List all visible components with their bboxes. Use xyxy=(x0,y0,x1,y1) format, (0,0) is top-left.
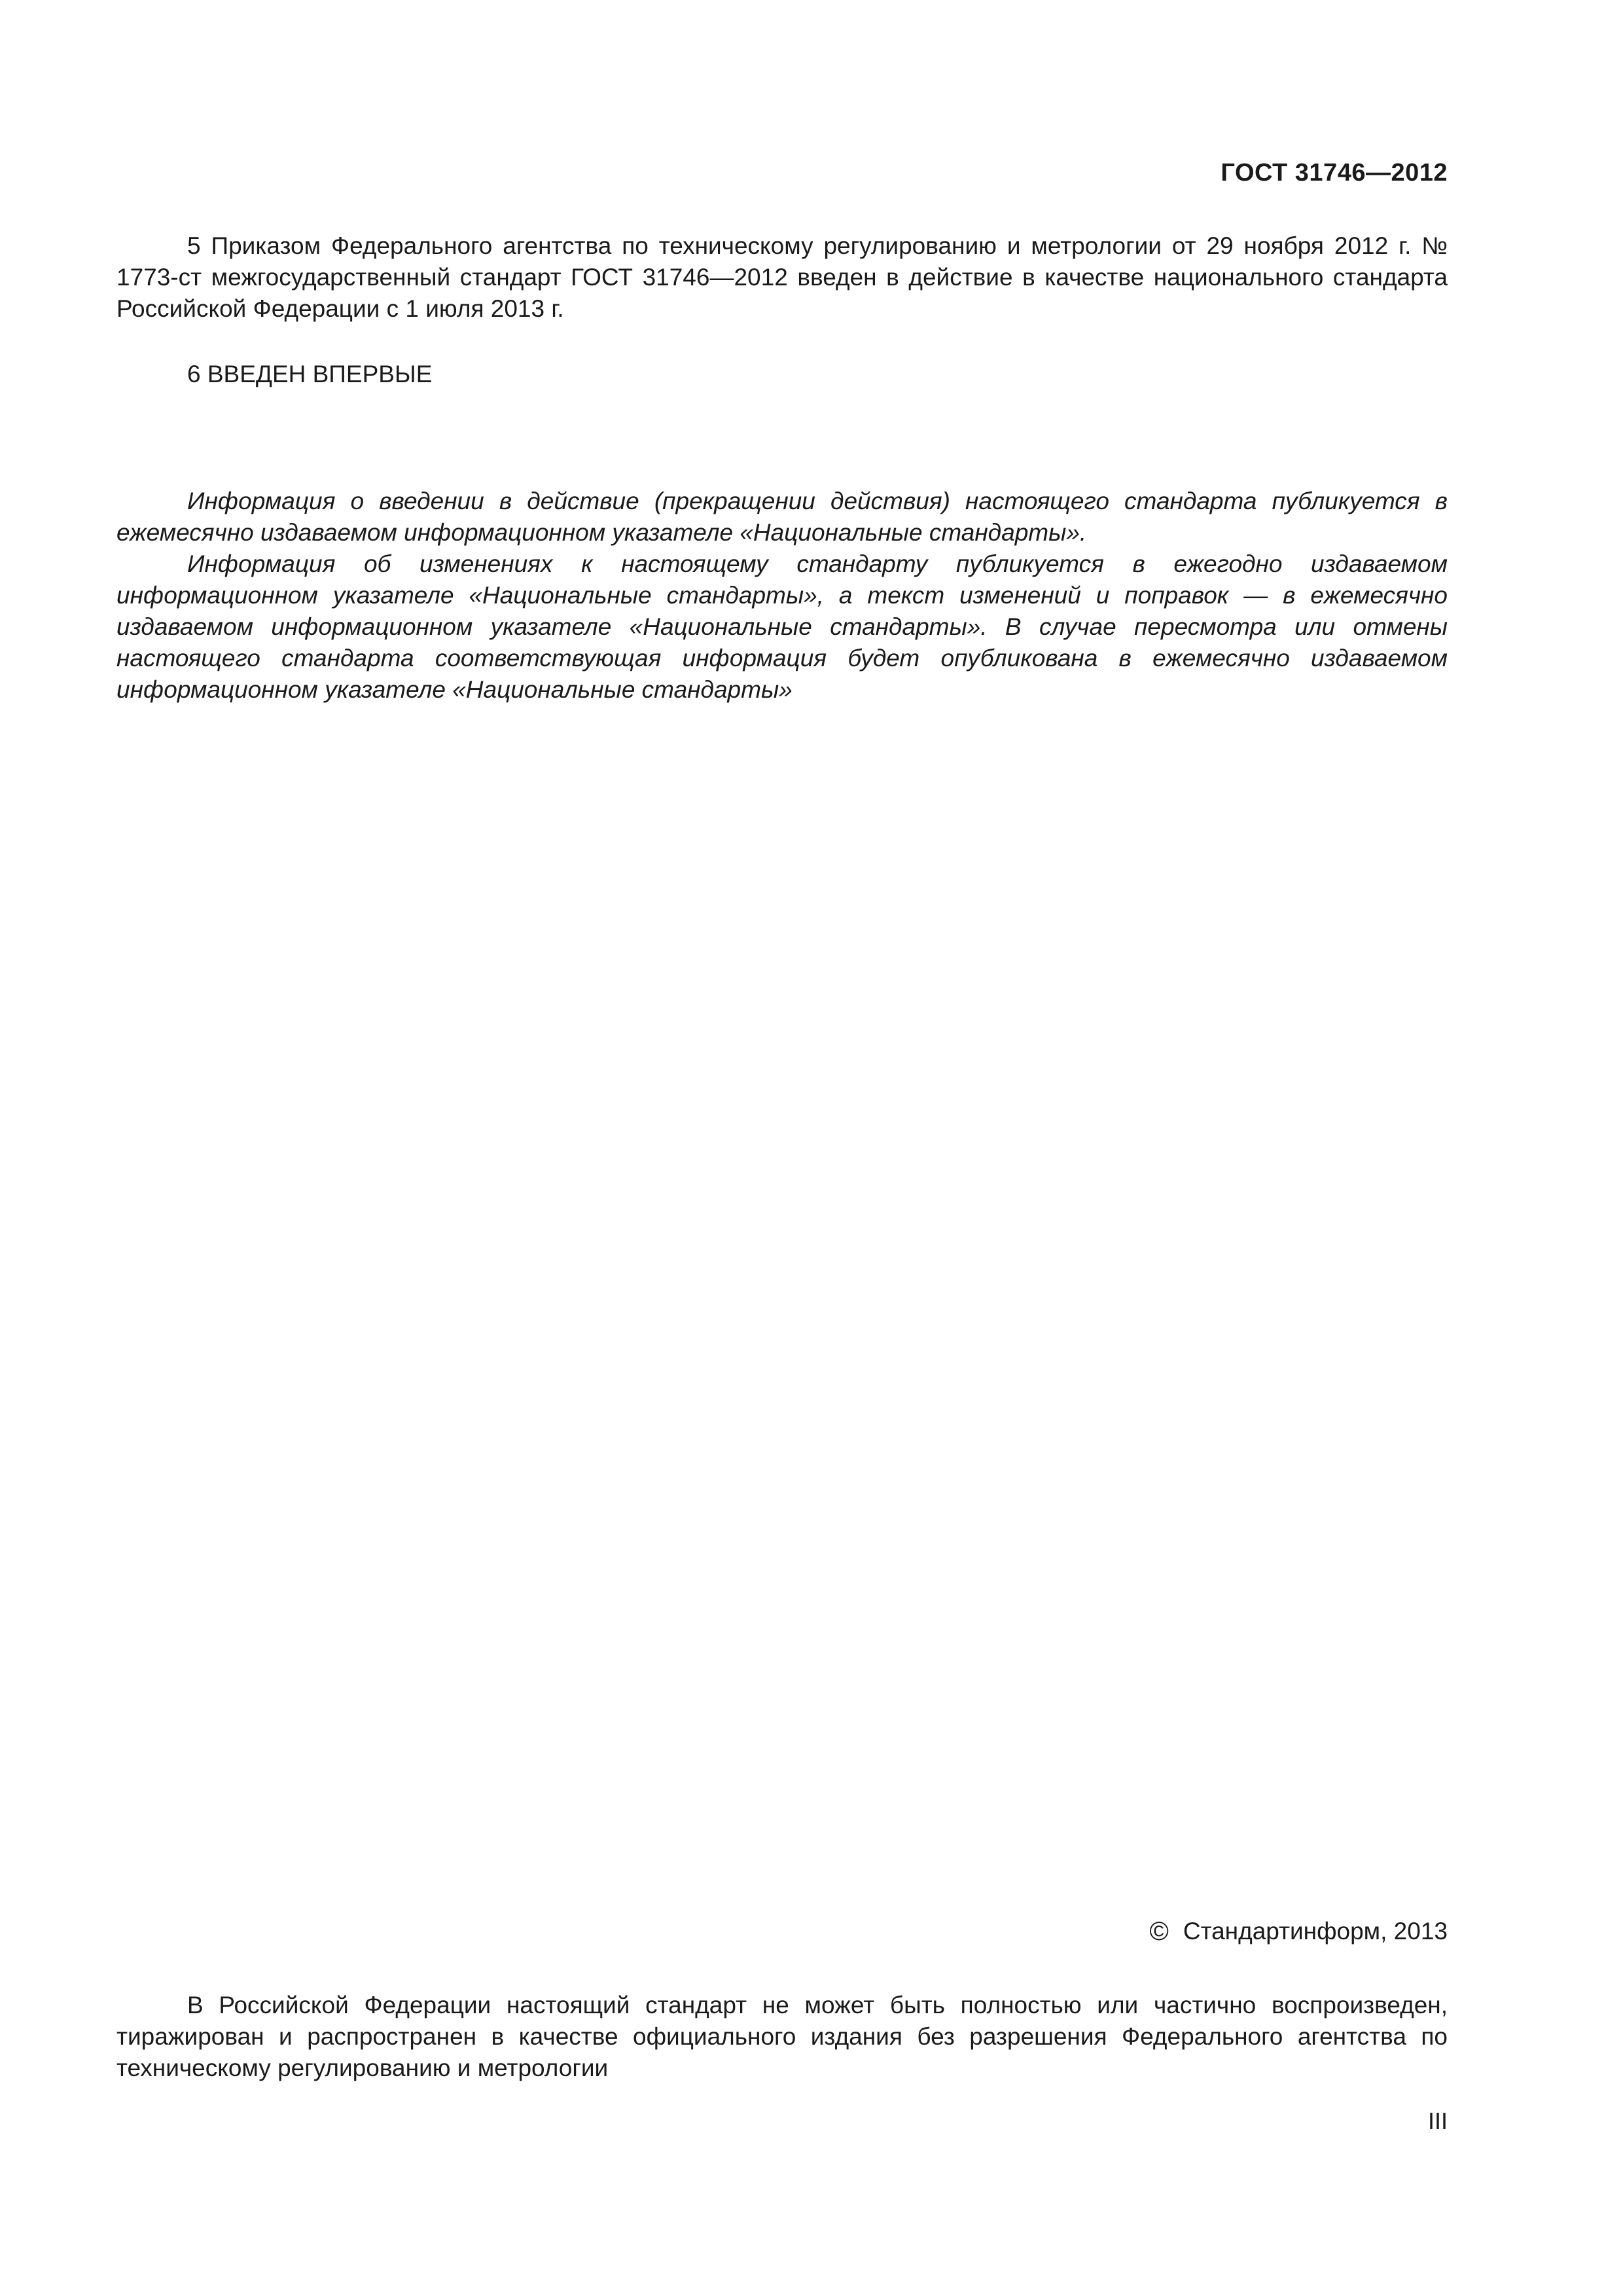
item-5-paragraph xyxy=(116,230,1448,325)
info-paragraph-1: Информация о введении в действие (прекращении действия) настоящего стандарта публикуется в ежемесячно издаваемом информационном указателе «Национальные стандарты». xyxy=(116,488,1448,546)
item-6-paragraph xyxy=(116,359,1448,390)
rights-notice-text: В Российской Федерации настоящий стандарт не может быть полностью или частично воспроизведен, тиражирован и распространен в качестве официального издания без разрешения Федерального агентства по техническому регулированию и метрологии xyxy=(116,1992,1448,2081)
copyright-line xyxy=(1149,1918,1448,1945)
copyright-icon: © xyxy=(1149,1917,1169,1946)
document-code-header: ГОСТ 31746—2012 xyxy=(1221,159,1448,187)
page-number: III xyxy=(1427,2108,1448,2134)
copyright-text: Стандартинформ, 2013 xyxy=(1183,1918,1448,1945)
item-6-text: 6 ВВЕДЕН ВПЕРВЫЕ xyxy=(187,361,433,387)
item-5-text: 5 Приказом Федерального агентства по техническому регулированию и метрологии от 29 ноября 2012 г. № 1773-ст межгосударственный стандарт ГОСТ 31746—2012 введен в действие в качестве национального стандарта Российской Федерации с 1 июля 2013 г. xyxy=(116,232,1448,322)
publication-info-block xyxy=(116,486,1448,706)
info-paragraph-2: Информация об изменениях к настоящему стандарту публикуется в ежегодно издаваемом информационном указателе «Национальные стандарты», а текст изменений и поправок — в ежемесячно издаваемом информационном указателе «Национальные стандарты». В случае пересмотра или отмены настоящего стандарта соответствующая информация будет опубликована в ежемесячно издаваемом информационном указателе «Национальные стандарты» xyxy=(116,550,1448,703)
rights-notice-block xyxy=(116,1990,1448,2084)
